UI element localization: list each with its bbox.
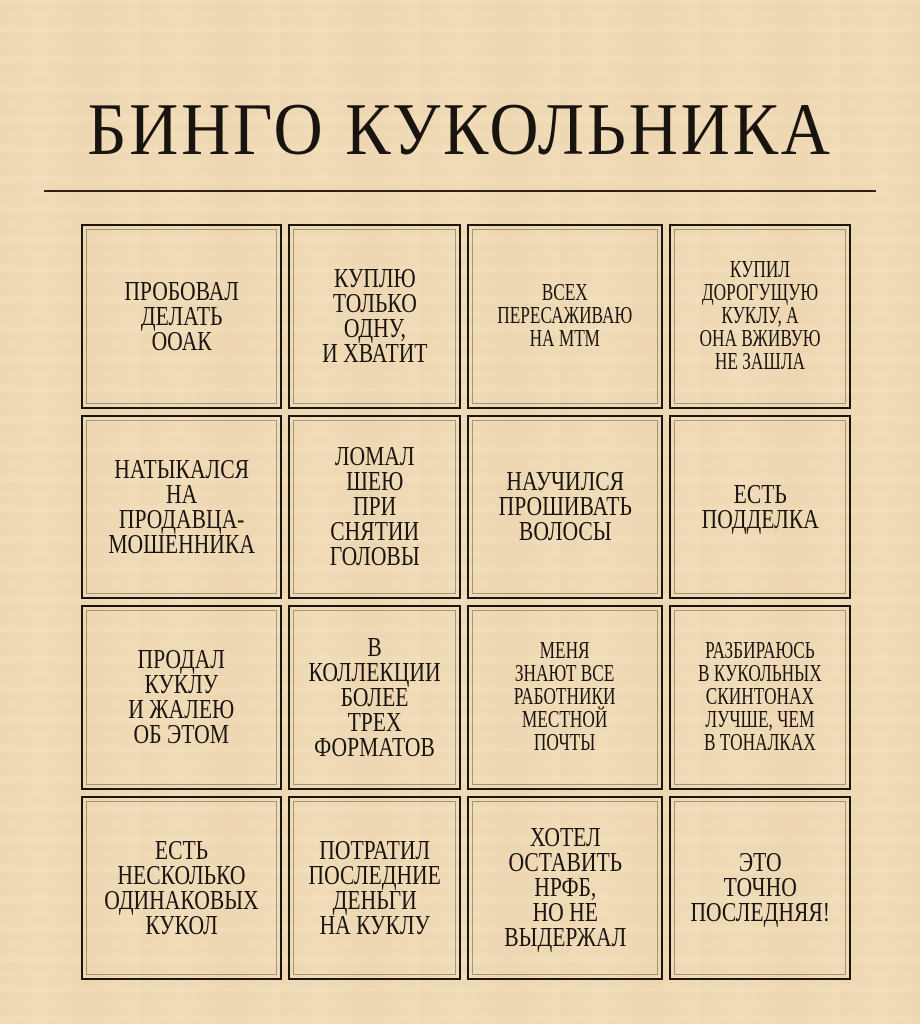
bingo-cell-text: РАЗБИРАЮСЬ В КУКОЛЬНЫХ СКИНТОНАХ ЛУЧШЕ, ЧЕМ В ТОНАЛКАХ — [698, 637, 822, 756]
bingo-cell-text: НАУЧИЛСЯ ПРОШИВАТЬ ВОЛОСЫ — [498, 466, 632, 547]
bingo-cell[interactable] — [81, 796, 282, 981]
bingo-cell[interactable] — [669, 224, 851, 409]
bingo-cell-text: ЕСТЬ ПОДДЕЛКА — [701, 478, 819, 534]
bingo-cell[interactable] — [288, 605, 461, 790]
bingo-cell[interactable] — [288, 796, 461, 981]
bingo-cell-text: ПРОДАЛ КУКЛУ И ЖАЛЕЮ ОБ ЭТОМ — [128, 644, 235, 750]
bingo-cell[interactable] — [467, 605, 662, 790]
bingo-cell-text: ХОТЕЛ ОСТАВИТЬ НРФБ, НО НЕ ВЫДЕРЖАЛ — [504, 822, 627, 953]
bingo-cell[interactable] — [81, 415, 282, 600]
bingo-cell[interactable] — [669, 415, 851, 600]
bingo-cell-text: НАТЫКАЛСЯ НА ПРОДАВЦА- МОШЕННИКА — [108, 453, 255, 559]
bingo-cell-text: КУПИЛ ДОРОГУЩУЮ КУКЛУ, А ОНА ВЖИВУЮ НЕ ЗАШЛА — [699, 256, 821, 375]
bingo-cell-text: ВСЕХ ПЕРЕСАЖИВАЮ НА МТМ — [497, 279, 633, 352]
bingo-cell[interactable] — [81, 605, 282, 790]
bingo-cell-text: КУПЛЮ ТОЛЬКО ОДНУ, И ХВАТИТ — [321, 263, 428, 369]
bingo-cell-text: МЕНЯ ЗНАЮТ ВСЕ РАБОТНИКИ МЕСТНОЙ ПОЧТЫ — [514, 637, 616, 756]
bingo-cell-text: ЛОМАЛ ШЕЮ ПРИ СНЯТИИ ГОЛОВЫ — [329, 441, 420, 572]
bingo-cell[interactable] — [669, 605, 851, 790]
bingo-cell-text: ПОТРАТИЛ ПОСЛЕДНИЕ ДЕНЬГИ НА КУКЛУ — [308, 834, 441, 940]
bingo-cell[interactable] — [288, 224, 461, 409]
bingo-grid — [81, 224, 839, 980]
bingo-cell[interactable] — [467, 415, 662, 600]
bingo-cell[interactable] — [81, 224, 282, 409]
title-divider — [44, 190, 876, 192]
bingo-cell-text: ЭТО ТОЧНО ПОСЛЕДНЯЯ! — [690, 847, 830, 928]
bingo-cell-text: В КОЛЛЕКЦИИ БОЛЕЕ ТРЕХ ФОРМАТОВ — [308, 631, 441, 762]
bingo-cell[interactable] — [467, 796, 662, 981]
bingo-cell[interactable] — [669, 796, 851, 981]
bingo-cell[interactable] — [288, 415, 461, 600]
page-title: БИНГО КУКОЛЬНИКА — [87, 89, 833, 171]
bingo-cell-text: ПРОБОВАЛ ДЕЛАТЬ ООАК — [124, 275, 239, 356]
bingo-cell-text: ЕСТЬ НЕСКОЛЬКО ОДИНАКОВЫХ КУКОЛ — [104, 834, 259, 940]
bingo-cell[interactable] — [467, 224, 662, 409]
